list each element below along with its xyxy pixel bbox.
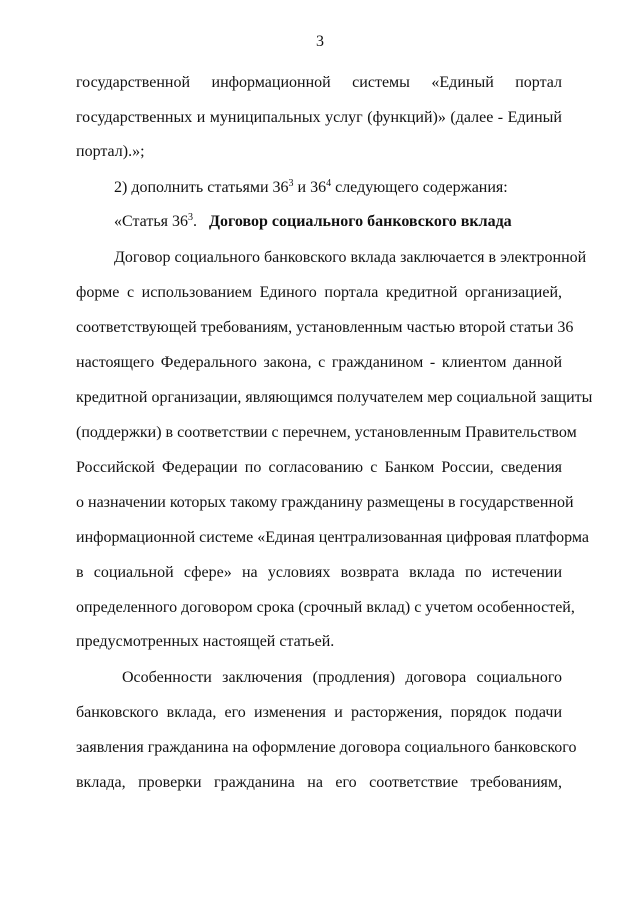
- article-heading: [114, 212, 562, 232]
- text-line: государственной информационной системы «Единый портал: [76, 74, 562, 91]
- text-line: заявления гражданина на оформление договора социального банковского: [76, 739, 577, 756]
- text-fragment: и 36: [293, 179, 327, 196]
- text-line: в социальной сфере» на условиях возврата вклада по истечении: [76, 564, 562, 581]
- text-line: настоящего Федерального закона, с гражданином - клиентом данной: [76, 354, 562, 371]
- article-title: Договор социального банковского вклада: [208, 213, 512, 230]
- text-line: портал).»;: [76, 143, 145, 160]
- text-line: банковского вклада, его изменения и расторжения, порядок подачи: [76, 704, 562, 721]
- text-line: предусмотренных настоящей статьей.: [76, 633, 335, 650]
- list-item-add-articles: [114, 178, 562, 198]
- page-number: 3: [316, 33, 324, 50]
- superscript: 4: [326, 178, 332, 189]
- text-line: о назначении которых такому гражданину размещены в государственной: [76, 494, 574, 511]
- text-line: (поддержки) в соответствии с перечнем, установленным Правительством: [76, 424, 577, 441]
- text-line: информационной системе «Единая централизованная цифровая платформа: [76, 529, 589, 546]
- text-line: кредитной организации, являющимся получателем мер социальной защиты: [76, 389, 593, 406]
- text-line: вклада, проверки гражданина на его соответствие требованиям,: [76, 774, 562, 791]
- text-line: государственных и муниципальных услуг (функций)» (далее - Единый: [76, 109, 562, 126]
- text-line: форме с использованием Единого портала кредитной организацией,: [76, 284, 562, 301]
- text-fragment: 2) дополнить статьями 36: [114, 179, 289, 196]
- superscript: 3: [187, 212, 193, 223]
- superscript: 3: [288, 178, 294, 189]
- text-line: Российской Федерации по согласованию с Банком России, сведения: [76, 459, 562, 476]
- text-fragment: .: [192, 213, 197, 230]
- text-line: Особенности заключения (продления) договора социального: [122, 669, 562, 686]
- text-line: Договор социального банковского вклада заключается в электронной: [114, 249, 587, 266]
- text-fragment: следующего содержания:: [331, 179, 508, 196]
- article-number: «Статья 36: [114, 213, 188, 230]
- text-line: соответствующей требованиям, установленным частью второй статьи 36: [76, 319, 574, 336]
- text-line: определенного договором срока (срочный вклад) с учетом особенностей,: [76, 599, 575, 616]
